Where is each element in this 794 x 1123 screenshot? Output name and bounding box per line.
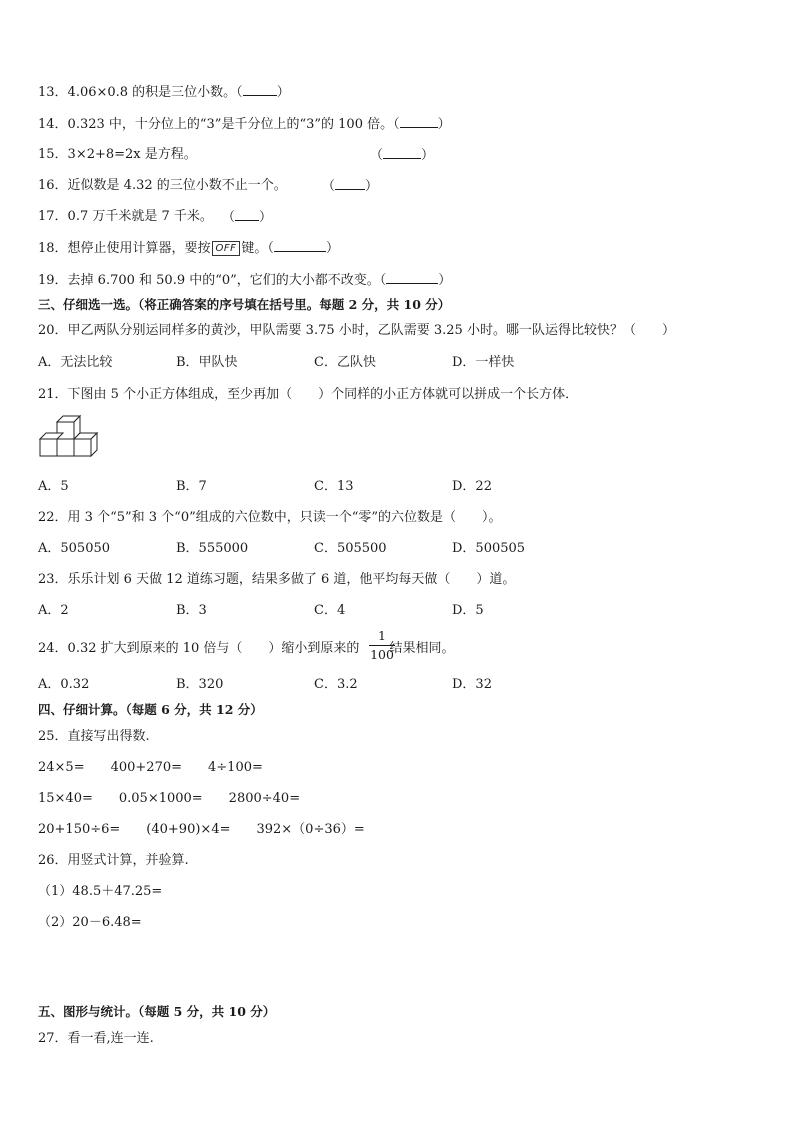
- option-a[interactable]: A．2: [38, 603, 69, 618]
- section-3-heading: 三、仔细选一选。（将正确答案的序号填在括号里。每题 2 分，共 10 分）: [38, 297, 451, 312]
- question-16: [38, 177, 287, 195]
- calc-row: 15×40= 0.05×1000= 2800÷40=: [38, 791, 301, 806]
- option-d[interactable]: D．5: [452, 603, 484, 618]
- cube-figure: [36, 412, 102, 466]
- question-13-text: 13．4.06×0.8 的积是三位小数。（: [38, 85, 243, 100]
- fraction-one-hundredth: [369, 628, 395, 663]
- option-b[interactable]: B．7: [176, 479, 207, 494]
- question-16-answer: [322, 177, 378, 196]
- option-b[interactable]: B．3: [176, 603, 207, 618]
- option-d[interactable]: D．32: [452, 677, 492, 692]
- question-25: 25．直接写出得数.: [38, 729, 150, 744]
- question-18: [38, 239, 339, 258]
- option-c[interactable]: C．4: [314, 603, 346, 618]
- fraction-numerator: 1: [378, 628, 386, 643]
- option-b[interactable]: B．320: [176, 677, 224, 692]
- answer-blank[interactable]: [243, 83, 277, 96]
- question-18-text: 18．想停止使用计算器，要按: [38, 241, 211, 256]
- section-5-heading: 五、图形与统计。（每题 5 分，共 10 分）: [38, 1004, 276, 1019]
- answer-blank[interactable]: [383, 146, 421, 159]
- paren-close: ）: [325, 241, 339, 256]
- question-15: [38, 146, 197, 164]
- question-14: [38, 115, 451, 134]
- question-23: 23．乐乐计划 6 天做 12 道练习题，结果多做了 6 道，他平均每天做（ ）道。: [38, 572, 516, 587]
- paren-open: （: [322, 179, 336, 194]
- paren-close: ）: [437, 117, 451, 132]
- answer-blank[interactable]: [386, 271, 438, 284]
- paren-close: ）: [259, 210, 273, 225]
- fraction-denominator: 100: [370, 647, 394, 662]
- option-c[interactable]: C．乙队快: [314, 355, 376, 370]
- calc-row: 24×5= 400+270= 4÷100=: [38, 760, 263, 775]
- question-24-text-after: 结果相同。: [389, 641, 455, 656]
- option-a[interactable]: A．0.32: [38, 677, 90, 692]
- question-19: [38, 271, 451, 290]
- calc-row: 20+150÷6= (40+90)×4= 392×（0÷36）=: [38, 822, 365, 837]
- option-d[interactable]: D．500505: [452, 541, 526, 556]
- question-20: 20．甲乙两队分别运同样多的黄沙，甲队需要 3.75 小时，乙队需要 3.25 小时。哪一队运得比较快？（ ）: [38, 323, 675, 338]
- question-27: 27．看一看,连一连.: [38, 1031, 154, 1046]
- question-13: [38, 83, 290, 102]
- option-c[interactable]: C．3.2: [314, 677, 358, 692]
- option-d[interactable]: D．22: [452, 479, 492, 494]
- paren-close: ）: [365, 179, 379, 194]
- question-15-answer: [370, 146, 434, 165]
- question-17-text: 17．0.7 万千米就是 7 千米。: [38, 209, 213, 224]
- paren-open: （: [370, 148, 384, 163]
- question-18-text-after: 键。（: [241, 241, 274, 256]
- question-22: 22．用 3 个“5”和 3 个“0”组成的六位数中，只读一个“零”的六位数是（ ）。: [38, 510, 502, 525]
- calc-item: （1）48.5＋47.25=: [38, 884, 163, 899]
- answer-blank[interactable]: [400, 115, 438, 128]
- question-21: 21．下图由 5 个小正方体组成，至少再加（ ）个同样的小正方体就可以拼成一个长方体．: [38, 387, 579, 402]
- option-b[interactable]: B．555000: [176, 541, 249, 556]
- off-key-icon: OFF: [212, 241, 241, 256]
- option-c[interactable]: C．13: [314, 479, 354, 494]
- question-17-answer: [222, 208, 272, 227]
- option-a[interactable]: A．5: [38, 479, 69, 494]
- question-24-text: 24．0.32 扩大到原来的 10 倍与（ ）缩小到原来的: [38, 641, 360, 656]
- calc-item: （2）20－6.48=: [38, 915, 142, 930]
- question-17: [38, 208, 213, 226]
- question-14-text: 14．0.323 中，十分位上的“3”是千分位上的“3”的 100 倍。（: [38, 117, 400, 132]
- option-c[interactable]: C．505500: [314, 541, 387, 556]
- option-b[interactable]: B．甲队快: [176, 355, 238, 370]
- option-d[interactable]: D．一样快: [452, 355, 515, 370]
- option-a[interactable]: A．无法比较: [38, 355, 113, 370]
- section-4-heading: 四、仔细计算。（每题 6 分，共 12 分）: [38, 702, 263, 717]
- paren-close: ）: [438, 273, 452, 288]
- paren-open: （: [222, 210, 236, 225]
- question-19-text: 19．去掉 6.700 和 50.9 中的“0”，它们的大小都不改变。（: [38, 273, 387, 288]
- question-16-text: 16．近似数是 4.32 的三位小数不止一个。: [38, 178, 287, 193]
- paren-close: ）: [421, 148, 435, 163]
- question-26: 26．用竖式计算，并验算.: [38, 853, 189, 868]
- answer-blank[interactable]: [335, 177, 365, 190]
- paren-close: ）: [276, 85, 290, 100]
- question-15-text: 15．3×2+8=2x 是方程。: [38, 147, 197, 162]
- answer-blank[interactable]: [274, 239, 326, 252]
- option-a[interactable]: A．505050: [38, 541, 111, 556]
- answer-blank[interactable]: [235, 208, 259, 221]
